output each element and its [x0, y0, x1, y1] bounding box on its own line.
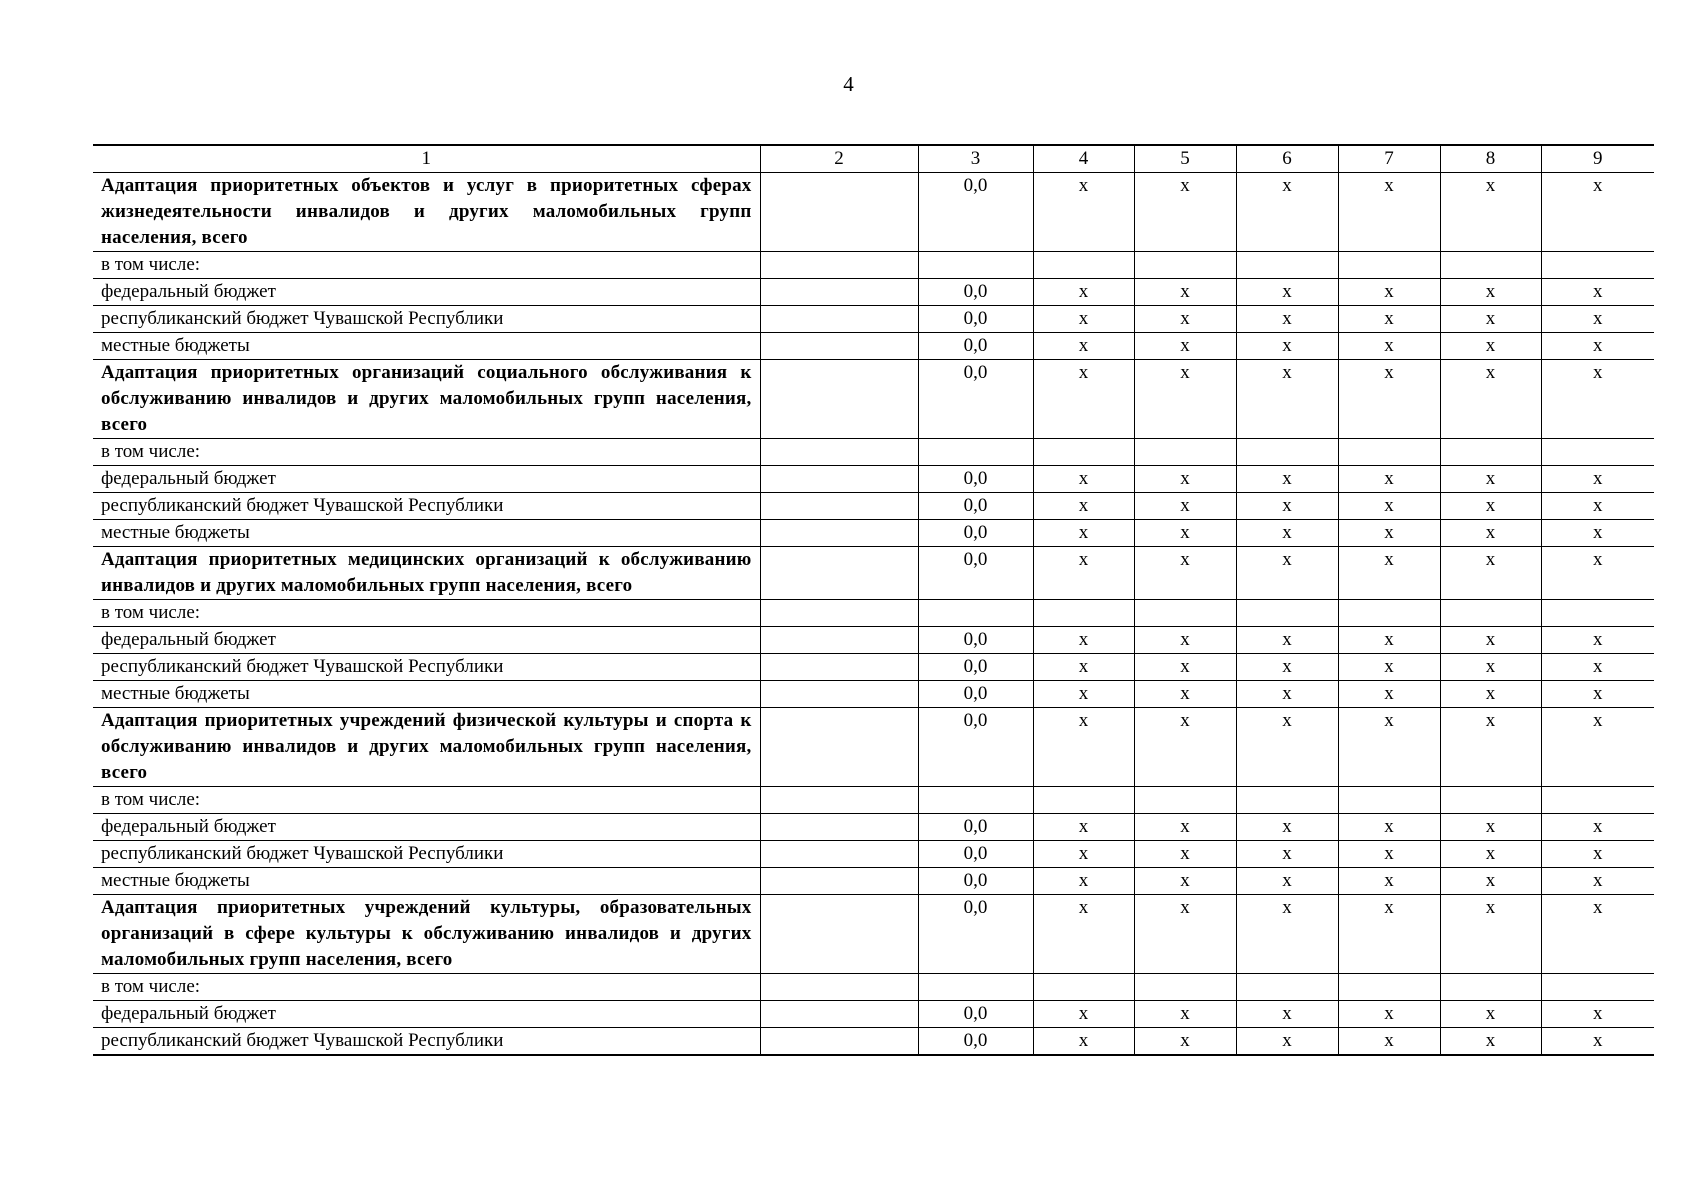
value-cell: х	[1440, 493, 1541, 520]
value-cell: х	[1440, 360, 1541, 439]
value-cell: 0,0	[918, 868, 1033, 895]
value-cell: 0,0	[918, 681, 1033, 708]
row-label: республиканский бюджет Чувашской Республики	[93, 306, 760, 333]
value-cell: 0,0	[918, 627, 1033, 654]
value-cell: х	[1134, 1001, 1236, 1028]
value-cell: х	[1033, 627, 1134, 654]
value-cell: 0,0	[918, 493, 1033, 520]
value-cell	[760, 868, 918, 895]
subheading-row	[93, 252, 1654, 279]
value-cell	[760, 1001, 918, 1028]
value-cell	[760, 333, 918, 360]
value-cell: х	[1541, 895, 1654, 974]
value-cell: х	[1338, 841, 1440, 868]
value-cell	[1134, 787, 1236, 814]
value-cell: х	[1440, 173, 1541, 252]
row-label: республиканский бюджет Чувашской Республики	[93, 841, 760, 868]
value-cell: х	[1236, 306, 1338, 333]
value-cell: х	[1338, 681, 1440, 708]
value-cell	[918, 439, 1033, 466]
value-cell: 0,0	[918, 708, 1033, 787]
section-total-row	[93, 895, 1654, 974]
value-cell: х	[1033, 520, 1134, 547]
value-cell	[1541, 787, 1654, 814]
row-label: федеральный бюджет	[93, 627, 760, 654]
value-cell: х	[1440, 466, 1541, 493]
row-label: федеральный бюджет	[93, 1001, 760, 1028]
value-cell	[1236, 974, 1338, 1001]
column-number: 7	[1338, 145, 1440, 173]
row-label: в том числе:	[93, 252, 760, 279]
value-cell: х	[1541, 1028, 1654, 1056]
value-cell: х	[1033, 868, 1134, 895]
row-label: в том числе:	[93, 787, 760, 814]
value-cell	[1236, 252, 1338, 279]
budget-source-row	[93, 1001, 1654, 1028]
value-cell: х	[1134, 841, 1236, 868]
column-number: 5	[1134, 145, 1236, 173]
value-cell	[760, 279, 918, 306]
value-cell: х	[1541, 708, 1654, 787]
value-cell	[1338, 600, 1440, 627]
value-cell: х	[1440, 306, 1541, 333]
value-cell: х	[1338, 333, 1440, 360]
value-cell: х	[1440, 681, 1541, 708]
value-cell	[1440, 600, 1541, 627]
value-cell: х	[1033, 841, 1134, 868]
value-cell: х	[1236, 1028, 1338, 1056]
value-cell: х	[1541, 520, 1654, 547]
table-body	[93, 145, 1654, 1055]
row-label: Адаптация приоритетных объектов и услуг в приоритетных сферах жизнедеятельности инвалидов и других маломобильных групп населения, всего	[93, 173, 760, 252]
value-cell: х	[1236, 681, 1338, 708]
value-cell	[760, 360, 918, 439]
value-cell: х	[1236, 360, 1338, 439]
value-cell: х	[1541, 814, 1654, 841]
value-cell	[760, 547, 918, 600]
value-cell	[760, 520, 918, 547]
value-cell: х	[1541, 173, 1654, 252]
value-cell: х	[1541, 547, 1654, 600]
value-cell: х	[1033, 279, 1134, 306]
value-cell: х	[1440, 814, 1541, 841]
value-cell: х	[1236, 895, 1338, 974]
row-label: федеральный бюджет	[93, 814, 760, 841]
budget-source-row	[93, 466, 1654, 493]
value-cell	[760, 841, 918, 868]
row-label: республиканский бюджет Чувашской Республики	[93, 493, 760, 520]
value-cell: х	[1440, 895, 1541, 974]
value-cell: х	[1134, 654, 1236, 681]
value-cell: 0,0	[918, 1001, 1033, 1028]
value-cell: х	[1338, 1028, 1440, 1056]
value-cell: х	[1541, 493, 1654, 520]
value-cell: х	[1033, 654, 1134, 681]
value-cell	[1033, 600, 1134, 627]
value-cell	[760, 681, 918, 708]
value-cell: 0,0	[918, 547, 1033, 600]
value-cell: х	[1236, 841, 1338, 868]
row-label: местные бюджеты	[93, 868, 760, 895]
value-cell: х	[1236, 868, 1338, 895]
value-cell: х	[1134, 547, 1236, 600]
value-cell	[1033, 252, 1134, 279]
row-label: республиканский бюджет Чувашской Республики	[93, 1028, 760, 1056]
row-label: Адаптация приоритетных медицинских организаций к обслуживанию инвалидов и других маломобильных групп населения, всего	[93, 547, 760, 600]
column-number: 2	[760, 145, 918, 173]
column-number: 4	[1033, 145, 1134, 173]
value-cell: 0,0	[918, 466, 1033, 493]
value-cell: х	[1033, 333, 1134, 360]
value-cell	[1440, 974, 1541, 1001]
value-cell: х	[1033, 493, 1134, 520]
budget-source-row	[93, 333, 1654, 360]
value-cell	[1236, 439, 1338, 466]
budget-source-row	[93, 654, 1654, 681]
value-cell	[1134, 439, 1236, 466]
value-cell	[760, 708, 918, 787]
budget-source-row	[93, 493, 1654, 520]
value-cell: х	[1134, 895, 1236, 974]
value-cell: х	[1236, 547, 1338, 600]
budget-source-row	[93, 627, 1654, 654]
row-label: местные бюджеты	[93, 333, 760, 360]
section-total-row	[93, 173, 1654, 252]
value-cell: х	[1134, 279, 1236, 306]
value-cell: 0,0	[918, 360, 1033, 439]
value-cell	[918, 252, 1033, 279]
value-cell: х	[1541, 306, 1654, 333]
column-number: 1	[93, 145, 760, 173]
value-cell: х	[1134, 360, 1236, 439]
value-cell	[1236, 787, 1338, 814]
value-cell: х	[1236, 466, 1338, 493]
value-cell: х	[1033, 814, 1134, 841]
value-cell	[1338, 787, 1440, 814]
value-cell: 0,0	[918, 841, 1033, 868]
value-cell	[1338, 439, 1440, 466]
column-number: 9	[1541, 145, 1654, 173]
row-label: Адаптация приоритетных учреждений культуры, образовательных организаций в сфере культуры к обслуживанию инвалидов и других маломобильных групп населения, всего	[93, 895, 760, 974]
value-cell	[1541, 974, 1654, 1001]
value-cell	[760, 787, 918, 814]
row-label: республиканский бюджет Чувашской Республики	[93, 654, 760, 681]
row-label: местные бюджеты	[93, 681, 760, 708]
value-cell	[760, 1028, 918, 1056]
value-cell: х	[1033, 466, 1134, 493]
value-cell	[918, 974, 1033, 1001]
value-cell: х	[1134, 708, 1236, 787]
value-cell: х	[1033, 173, 1134, 252]
value-cell	[1440, 439, 1541, 466]
value-cell: х	[1440, 1001, 1541, 1028]
value-cell: х	[1338, 520, 1440, 547]
value-cell: х	[1338, 814, 1440, 841]
value-cell	[760, 493, 918, 520]
row-label: в том числе:	[93, 974, 760, 1001]
budget-source-row	[93, 868, 1654, 895]
value-cell	[1134, 252, 1236, 279]
row-label: федеральный бюджет	[93, 466, 760, 493]
value-cell	[918, 787, 1033, 814]
value-cell: х	[1541, 627, 1654, 654]
value-cell	[1541, 252, 1654, 279]
value-cell: х	[1236, 814, 1338, 841]
value-cell: х	[1134, 306, 1236, 333]
value-cell	[760, 439, 918, 466]
value-cell: х	[1338, 279, 1440, 306]
value-cell: х	[1541, 333, 1654, 360]
value-cell: х	[1134, 520, 1236, 547]
value-cell	[760, 627, 918, 654]
value-cell: х	[1033, 708, 1134, 787]
value-cell: х	[1134, 681, 1236, 708]
value-cell: х	[1134, 627, 1236, 654]
row-label: в том числе:	[93, 600, 760, 627]
value-cell: х	[1033, 1028, 1134, 1056]
value-cell: х	[1236, 708, 1338, 787]
row-label: Адаптация приоритетных организаций социального обслуживания к обслуживанию инвалидов и других маломобильных групп населения, всего	[93, 360, 760, 439]
value-cell: 0,0	[918, 1028, 1033, 1056]
value-cell: х	[1440, 708, 1541, 787]
value-cell	[1033, 439, 1134, 466]
value-cell: х	[1236, 333, 1338, 360]
value-cell: х	[1440, 627, 1541, 654]
value-cell: 0,0	[918, 333, 1033, 360]
value-cell: 0,0	[918, 520, 1033, 547]
value-cell: х	[1440, 547, 1541, 600]
value-cell: х	[1338, 895, 1440, 974]
value-cell	[1541, 600, 1654, 627]
value-cell: 0,0	[918, 895, 1033, 974]
value-cell	[1440, 252, 1541, 279]
value-cell: 0,0	[918, 814, 1033, 841]
value-cell: х	[1541, 868, 1654, 895]
value-cell: х	[1338, 627, 1440, 654]
value-cell: х	[1134, 814, 1236, 841]
value-cell: х	[1440, 1028, 1541, 1056]
value-cell: х	[1236, 654, 1338, 681]
value-cell: х	[1338, 173, 1440, 252]
value-cell	[1338, 974, 1440, 1001]
value-cell: х	[1033, 681, 1134, 708]
value-cell: 0,0	[918, 654, 1033, 681]
value-cell: х	[1338, 868, 1440, 895]
value-cell: х	[1033, 1001, 1134, 1028]
value-cell: х	[1236, 173, 1338, 252]
value-cell: х	[1134, 333, 1236, 360]
budget-source-row	[93, 520, 1654, 547]
value-cell	[760, 974, 918, 1001]
value-cell: х	[1134, 173, 1236, 252]
value-cell: х	[1338, 360, 1440, 439]
value-cell	[760, 173, 918, 252]
table-header-row	[93, 145, 1654, 173]
value-cell: х	[1033, 547, 1134, 600]
value-cell	[760, 814, 918, 841]
value-cell	[918, 600, 1033, 627]
value-cell: х	[1541, 841, 1654, 868]
value-cell: х	[1541, 654, 1654, 681]
column-number: 8	[1440, 145, 1541, 173]
budget-source-row	[93, 681, 1654, 708]
value-cell: х	[1338, 654, 1440, 681]
value-cell: х	[1338, 493, 1440, 520]
value-cell: х	[1440, 520, 1541, 547]
value-cell: х	[1338, 306, 1440, 333]
column-number: 3	[918, 145, 1033, 173]
value-cell: х	[1338, 547, 1440, 600]
value-cell: х	[1440, 333, 1541, 360]
value-cell	[1033, 787, 1134, 814]
row-label: федеральный бюджет	[93, 279, 760, 306]
value-cell: х	[1541, 1001, 1654, 1028]
value-cell: х	[1440, 654, 1541, 681]
value-cell: х	[1236, 627, 1338, 654]
value-cell: 0,0	[918, 306, 1033, 333]
section-total-row	[93, 360, 1654, 439]
value-cell: х	[1236, 1001, 1338, 1028]
value-cell	[1236, 600, 1338, 627]
value-cell: х	[1541, 681, 1654, 708]
value-cell	[760, 252, 918, 279]
value-cell: х	[1541, 466, 1654, 493]
value-cell: х	[1236, 493, 1338, 520]
column-number: 6	[1236, 145, 1338, 173]
value-cell	[1440, 787, 1541, 814]
value-cell	[1033, 974, 1134, 1001]
value-cell: 0,0	[918, 173, 1033, 252]
value-cell	[760, 466, 918, 493]
value-cell: х	[1338, 708, 1440, 787]
budget-source-row	[93, 306, 1654, 333]
value-cell: х	[1033, 895, 1134, 974]
value-cell: х	[1541, 279, 1654, 306]
value-cell: х	[1033, 360, 1134, 439]
budget-table	[93, 144, 1654, 1056]
value-cell: х	[1541, 360, 1654, 439]
subheading-row	[93, 439, 1654, 466]
value-cell: х	[1236, 520, 1338, 547]
value-cell: 0,0	[918, 279, 1033, 306]
value-cell: х	[1440, 841, 1541, 868]
value-cell: х	[1134, 493, 1236, 520]
value-cell: х	[1236, 279, 1338, 306]
subheading-row	[93, 600, 1654, 627]
value-cell	[760, 654, 918, 681]
value-cell	[1338, 252, 1440, 279]
budget-source-row	[93, 1028, 1654, 1056]
budget-source-row	[93, 841, 1654, 868]
row-label: местные бюджеты	[93, 520, 760, 547]
page-number: 4	[843, 72, 854, 96]
value-cell: х	[1440, 868, 1541, 895]
section-total-row	[93, 547, 1654, 600]
subheading-row	[93, 787, 1654, 814]
subheading-row	[93, 974, 1654, 1001]
value-cell: х	[1134, 1028, 1236, 1056]
value-cell	[760, 306, 918, 333]
value-cell	[760, 600, 918, 627]
value-cell: х	[1338, 1001, 1440, 1028]
value-cell	[1134, 600, 1236, 627]
row-label: Адаптация приоритетных учреждений физической культуры и спорта к обслуживанию инвалидов и других маломобильных групп населения, всего	[93, 708, 760, 787]
section-total-row	[93, 708, 1654, 787]
value-cell: х	[1338, 466, 1440, 493]
budget-source-row	[93, 279, 1654, 306]
row-label: в том числе:	[93, 439, 760, 466]
value-cell	[1134, 974, 1236, 1001]
value-cell: х	[1033, 306, 1134, 333]
value-cell: х	[1440, 279, 1541, 306]
value-cell	[760, 895, 918, 974]
budget-source-row	[93, 814, 1654, 841]
value-cell	[1541, 439, 1654, 466]
value-cell: х	[1134, 466, 1236, 493]
value-cell: х	[1134, 868, 1236, 895]
